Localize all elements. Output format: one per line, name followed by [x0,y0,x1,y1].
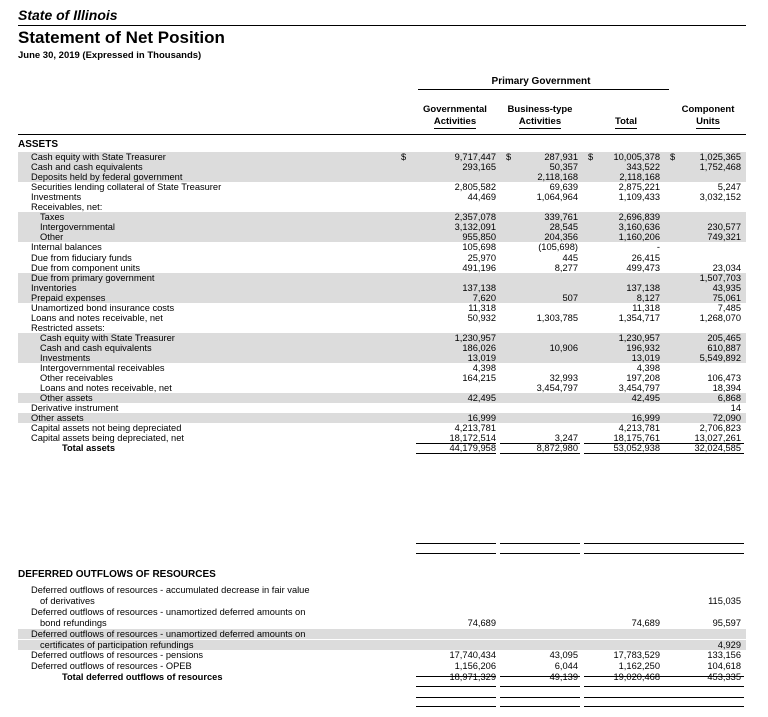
cell-value: 491,196 [462,262,496,273]
total-rule [584,553,664,554]
total-rule [500,697,580,698]
cell-value: 230,577 [707,222,741,233]
cell-value: 28,545 [549,222,578,233]
cell-value: 11,318 [468,302,496,313]
dollar-sign: $ [588,152,594,162]
cell-value: 32,993 [549,373,578,384]
row-label: Deferred outflows of resources - pensions [31,650,204,661]
cell-value: 5,549,892 [699,353,741,363]
cell-value: 3,247 [554,433,578,444]
table-row [0,242,768,252]
table-row [0,162,768,172]
cell-value: 1,507,703 [699,272,741,283]
total-rule [584,443,664,444]
row-label: Investments [31,192,82,203]
cell-value: 2,118,168 [537,172,578,183]
col-business-type-header [499,104,581,129]
row-label: Taxes [40,212,65,223]
dollar-sign: $ [401,152,407,162]
table-row [0,192,768,202]
table-row [0,672,768,682]
cell-value: 43,095 [549,650,578,661]
col-governmental-line2: Activities [433,116,477,127]
page-title: Statement of Net Position [18,28,225,47]
table-row [0,323,768,333]
header-rule [18,25,746,26]
cell-value: 3,160,636 [618,222,660,233]
table-row [0,607,768,617]
cell-value: 18,971,329 [449,672,496,683]
cell-value: 74,689 [631,617,660,628]
table-row [0,596,768,606]
total-rule [500,543,580,544]
table-row [0,222,768,232]
cell-value: 6,868 [717,393,741,404]
table-row [0,202,768,212]
cell-value: 3,454,797 [536,383,578,394]
cell-value: 205,465 [707,332,741,343]
cell-value: 499,473 [626,262,660,273]
table-row [0,393,768,403]
organization-name: State of Illinois [18,7,118,23]
cell-value: 75,061 [712,292,741,303]
cell-value: 1,109,433 [618,192,660,203]
total-rule [584,676,664,677]
row-label: Inventories [31,282,77,293]
table-row [0,273,768,283]
cell-value: 610,887 [707,342,741,353]
total-rule [416,553,496,554]
cell-value: 50,357 [549,162,578,173]
cell-value: 1,160,206 [618,232,660,243]
col-total-header [590,116,662,129]
cell-value: 2,118,168 [619,172,660,183]
cell-value: 5,247 [717,182,741,193]
table-row [0,650,768,660]
row-label: Total assets [62,443,116,454]
total-rule [500,686,580,687]
row-label: Other assets [40,393,93,404]
cell-value: 2,805,582 [454,182,496,193]
total-rule [416,676,496,677]
cell-value: 137,138 [462,282,496,293]
cell-value: 293,165 [462,162,496,173]
table-row [0,373,768,383]
cell-value: 23,034 [712,262,741,273]
col-component-line1: Component [681,104,735,115]
table-row [0,353,768,363]
dollar-sign: $ [670,152,676,162]
cell-value: 133,156 [707,650,741,661]
cell-value: 69,639 [549,182,578,193]
cell-value: 19,020,468 [613,672,660,683]
cell-value: 8,277 [554,262,578,273]
cell-value: (105,698) [538,242,578,253]
cell-value: 104,618 [707,661,741,672]
cell-value: 204,356 [544,232,578,243]
row-label: Other receivables [40,373,113,384]
table-row [0,433,768,443]
total-rule [584,686,664,687]
cell-value: 4,929 [717,639,741,650]
row-label: Due from component units [31,262,141,273]
total-rule [416,706,496,707]
row-label: Internal balances [31,242,102,253]
cell-value: 16,999 [467,413,496,424]
cell-value: 16,999 [631,413,660,424]
row-label: Deferred outflows of resources - accumulated decrease in fair value [31,585,310,595]
total-rule [416,686,496,687]
cell-value: 25,970 [467,252,496,263]
table-row [0,629,768,639]
cell-value: 74,689 [467,617,496,628]
total-rule [500,706,580,707]
table-row [0,585,768,595]
row-label: Cash and cash equivalents [40,342,152,353]
cell-value: 95,597 [712,617,741,628]
cell-value: 2,706,823 [699,423,741,434]
table-row [0,172,768,182]
table-row [0,283,768,293]
table-row [0,232,768,242]
cell-value: 7,485 [717,302,741,313]
cell-value: 13,019 [631,353,660,363]
table-row [0,212,768,222]
cell-value: 1,025,365 [699,152,741,162]
total-rule [416,697,496,698]
row-label: Investments [40,353,91,363]
row-label: Loans and notes receivable, net [40,383,172,394]
cell-value: 10,906 [549,342,578,353]
cell-value: 11,318 [632,302,660,313]
cell-value: - [656,242,660,253]
row-label: Other assets [31,413,84,424]
col-business-type-line2: Activities [518,116,562,127]
total-rule [584,543,664,544]
table-row [0,640,768,650]
total-rule [584,706,664,707]
row-label: Securities lending collateral of State Treasurer [31,182,222,193]
assets-heading: ASSETS [18,139,59,150]
total-rule [664,676,744,677]
page-subtitle: June 30, 2019 (Expressed in Thousands) [18,50,202,61]
total-rule [664,443,744,444]
table-row [0,343,768,353]
cell-value: 42,495 [467,393,496,404]
total-rule [664,697,744,698]
table-row [0,413,768,423]
col-component-line2: Units [696,116,720,127]
cell-value: 4,398 [472,363,496,374]
deferred-outflows-heading: DEFERRED OUTFLOWS OF RESOURCES [18,569,216,580]
row-label: certificates of participation refundings [40,639,194,650]
cell-value: 32,024,585 [694,443,741,454]
col-component-header [670,104,746,129]
cell-value: 4,213,781 [454,423,496,434]
cell-value: 197,208 [626,373,660,384]
row-label: Deferred outflows of resources - unamortized deferred amounts on [31,628,306,639]
cell-value: 42,495 [631,393,660,404]
cell-value: 17,783,529 [613,650,660,661]
cell-value: 1,064,964 [536,192,578,203]
total-rule [584,697,664,698]
cell-value: 2,357,078 [454,212,496,223]
cell-value: 106,473 [707,373,741,384]
row-label: Due from fiduciary funds [31,252,132,263]
table-row [0,363,768,373]
cell-value: 6,044 [554,661,578,672]
table-row [0,313,768,323]
col-governmental-line1: Governmental [423,104,487,115]
total-rule [416,453,496,454]
cell-value: 3,032,152 [699,192,741,203]
cell-value: 2,875,221 [618,182,660,193]
row-label: Other [40,232,64,243]
row-label: Intergovernmental [40,222,115,233]
row-label: Due from primary government [31,272,155,283]
row-label: Receivables, net: [31,202,103,213]
cell-value: 287,931 [544,152,578,162]
total-rule [664,543,744,544]
table-row [0,383,768,393]
col-governmental-header [413,104,497,129]
row-label: Cash equity with State Treasurer [40,332,175,343]
primary-government-rule [418,89,669,90]
cell-value: 1,303,785 [536,312,578,323]
cell-value: 2,696,839 [618,212,660,223]
cell-value: 4,213,781 [618,423,660,434]
row-label: Unamortized bond insurance costs [31,302,175,313]
table-row [0,182,768,192]
total-rule [500,443,580,444]
cell-value: 196,932 [626,342,660,353]
cell-value: 1,156,206 [454,661,496,672]
table-row [0,661,768,671]
cell-value: 186,026 [462,342,496,353]
row-label: Prepaid expenses [31,292,106,303]
table-row [0,403,768,413]
dollar-sign: $ [506,152,512,162]
total-rule [500,553,580,554]
cell-value: 43,935 [712,282,741,293]
table-row [0,152,768,162]
cell-value: 44,469 [467,192,496,203]
cell-value: 18,394 [712,383,741,394]
cell-value: 8,872,980 [536,443,578,454]
cell-value: 9,717,447 [454,152,496,162]
cell-value: 339,761 [544,212,578,223]
cell-value: 18,175,761 [613,433,660,444]
row-label: Cash and cash equivalents [31,162,143,173]
cell-value: 1,162,250 [618,661,660,672]
row-label: Deferred outflows of resources - OPEB [31,661,192,672]
table-row [0,293,768,303]
cell-value: 10,005,378 [613,152,660,162]
table-row [0,333,768,343]
table-row [0,303,768,313]
table-row [0,253,768,263]
cell-value: 4,398 [636,363,660,374]
cell-value: 44,179,958 [449,443,496,454]
row-label: Cash equity with State Treasurer [31,152,166,162]
cell-value: 453,335 [707,672,741,683]
cell-value: 13,019 [467,353,496,363]
cell-value: 137,138 [626,282,660,293]
cell-value: 49,139 [549,672,578,683]
col-business-type-line1: Business-type [507,104,573,115]
cell-value: 18,172,514 [449,433,496,444]
total-rule [500,676,580,677]
cell-value: 17,740,434 [449,650,496,661]
total-rule [416,443,496,444]
cell-value: 50,932 [467,312,496,323]
cell-value: 164,215 [462,373,496,384]
cell-value: 105,698 [462,242,496,253]
row-label: Intergovernmental receivables [40,363,165,374]
row-label: Total deferred outflows of resources [62,672,223,683]
cell-value: 7,620 [472,292,496,303]
row-label: Deposits held by federal government [31,172,183,183]
row-label: bond refundings [40,617,107,628]
row-label: Loans and notes receivable, net [31,312,163,323]
col-total-label: Total [615,116,637,127]
cell-value: 13,027,261 [694,433,741,444]
row-label: Capital assets not being depreciated [31,423,182,434]
table-top-rule [18,134,746,135]
table-row [0,443,768,453]
cell-value: 507 [562,292,578,303]
table-row [0,618,768,628]
cell-value: 1,752,468 [699,162,741,173]
cell-value: 3,132,091 [454,222,496,233]
cell-value: 1,230,957 [618,332,660,343]
total-rule [664,453,744,454]
total-rule [584,453,664,454]
row-label: of derivatives [40,595,95,606]
total-rule [664,706,744,707]
row-label: Deferred outflows of resources - unamortized deferred amounts on [31,606,306,617]
cell-value: 955,850 [462,232,496,243]
cell-value: 3,454,797 [618,383,660,394]
cell-value: 749,321 [707,232,741,243]
cell-value: 53,052,938 [613,443,660,454]
cell-value: 1,354,717 [618,312,660,323]
cell-value: 445 [562,252,578,263]
table-row [0,263,768,273]
row-label: Restricted assets: [31,322,105,333]
cell-value: 1,230,957 [454,332,496,343]
cell-value: 1,268,070 [699,312,741,323]
cell-value: 14 [730,403,741,414]
cell-value: 115,035 [708,595,741,606]
primary-government-header: Primary Government [491,76,591,87]
row-label: Capital assets being depreciated, net [31,433,184,444]
row-label: Derivative instrument [31,403,119,414]
total-rule [416,543,496,544]
cell-value: 72,090 [712,413,741,424]
total-rule [664,553,744,554]
total-rule [664,686,744,687]
cell-value: 8,127 [636,292,660,303]
cell-value: 343,522 [626,162,660,173]
table-row [0,423,768,433]
cell-value: 26,415 [631,252,660,263]
total-rule [500,453,580,454]
